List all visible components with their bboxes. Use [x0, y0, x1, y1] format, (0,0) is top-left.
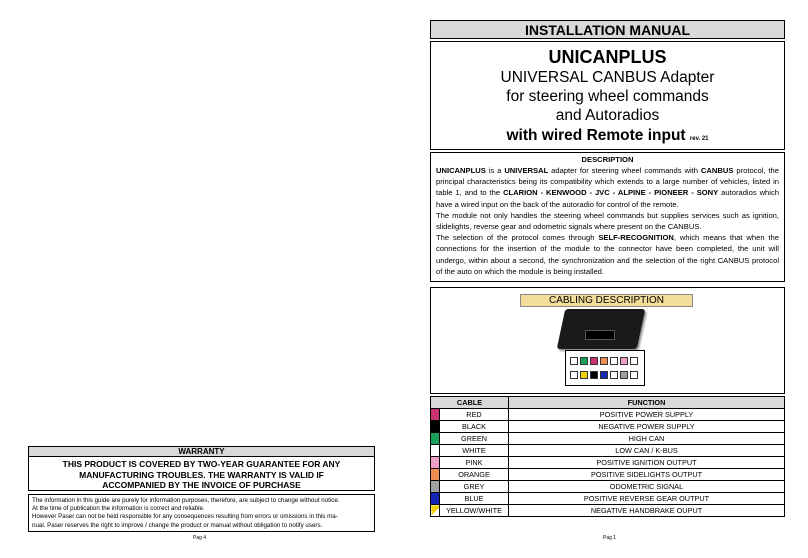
- table-row: [431, 493, 785, 505]
- text-run: is a: [485, 166, 505, 175]
- connector-pin: [580, 371, 588, 379]
- disclaimer-line: The information in this guide are purely for information purposes, therefore, are subject to change without notice.: [32, 497, 340, 504]
- cable-color-swatch: [431, 505, 440, 517]
- cable-color-swatch: [431, 421, 440, 433]
- cable-function: LOW CAN / K-BUS: [509, 445, 785, 457]
- cable-function: POSITIVE POWER SUPPLY: [509, 409, 785, 421]
- description-box: [430, 152, 785, 282]
- warranty-line: ACCOMPANIED BY THE INVOICE OF PURCHASE: [102, 480, 301, 490]
- cable-color-swatch: [431, 445, 440, 457]
- description-paragraph-3: [436, 232, 779, 277]
- page-number-left: Pag 4: [193, 535, 207, 541]
- remote-line: [431, 125, 784, 150]
- connector-pin: [620, 371, 628, 379]
- connector-pin: [610, 371, 618, 379]
- connector-pin: [610, 357, 618, 365]
- cable-name: RED: [440, 409, 509, 421]
- connector-face: [565, 350, 645, 386]
- cable-function: HIGH CAN: [509, 433, 785, 445]
- manual-header: INSTALLATION MANUAL: [430, 20, 785, 39]
- radio-brands: CLARION - KENWOOD - JVC - ALPINE - PIONEER - SONY: [503, 188, 719, 198]
- cable-table: [430, 396, 785, 517]
- table-row: [431, 481, 785, 493]
- cable-color-swatch: [431, 481, 440, 493]
- warranty-title: WARRANTY: [28, 446, 375, 457]
- warranty-line: MANUFACTURING TROUBLES. THE WARRANTY IS VALID IF: [79, 469, 324, 480]
- pin-row-bottom: [570, 371, 638, 379]
- connector-pin: [600, 371, 608, 379]
- warranty-text: [28, 457, 375, 491]
- connector-pin: [580, 357, 588, 365]
- subtitle-line: UNIVERSAL CANBUS Adapter: [500, 69, 715, 86]
- cable-color-swatch: [431, 433, 440, 445]
- text-bold: UNIVERSAL: [504, 166, 549, 175]
- text-run: autoradios which have a wired input on the back of the autoradio for control of the remote.: [436, 188, 779, 209]
- text-run: The selection of the protocol comes through: [436, 233, 599, 243]
- cable-name: YELLOW/WHITE: [440, 505, 509, 517]
- subtitle-line: for steering wheel commands: [506, 88, 709, 105]
- connector-pin: [630, 371, 638, 379]
- connector-pin: [570, 371, 578, 379]
- cabling-label: CABLING DESCRIPTION: [520, 294, 693, 307]
- cable-function: POSITIVE REVERSE GEAR OUTPUT: [509, 493, 785, 505]
- connector-slot: [585, 330, 615, 340]
- connector-body: [557, 309, 646, 349]
- cable-color-swatch: [431, 493, 440, 505]
- table-row: [431, 457, 785, 469]
- connector-pin: [630, 357, 638, 365]
- connector-pin: [590, 357, 598, 365]
- cable-function: POSITIVE IGNITION OUTPUT: [509, 457, 785, 469]
- cable-color-swatch: [431, 469, 440, 481]
- text-run: , which means that when the connections for the insertion of the module to the connector have been completed, the unit will undergo, within about a second, the synchronization and the selection of the right CANBUS protocol of the auto on which the module is being installed.: [436, 233, 779, 276]
- disclaimer-line: At the time of publication the information is correct and reliable.: [32, 505, 205, 513]
- cable-function: POSITIVE SIDELIGHTS OUTPUT: [509, 469, 785, 481]
- cable-name: WHITE: [440, 445, 509, 457]
- cable-name: GREEN: [440, 433, 509, 445]
- disclaimer-line: However Paser can not be held responsible for any consequences resulting from errors or omissions in this ma-: [32, 513, 338, 521]
- connector-pin: [600, 357, 608, 365]
- connector-pin: [590, 371, 598, 379]
- cable-name: BLACK: [440, 421, 509, 433]
- pin-row-top: [570, 357, 638, 365]
- subtitle-line: and Autoradios: [555, 107, 660, 124]
- disclaimer: [28, 494, 375, 532]
- table-row: [431, 445, 785, 457]
- connector-pin: [620, 357, 628, 365]
- function-column-header: FUNCTION: [509, 397, 785, 409]
- product-name: UNICANPLUS: [436, 166, 486, 175]
- cable-color-swatch: [431, 409, 440, 421]
- revision: rev. 21: [689, 136, 709, 142]
- cable-function: NEGATIVE HANDBRAKE OUPUT: [509, 505, 785, 517]
- cable-name: BLUE: [440, 493, 509, 505]
- cable-name: GREY: [440, 481, 509, 493]
- warranty-line: THIS PRODUCT IS COVERED BY TWO-YEAR GUARANTEE FOR ANY: [62, 459, 341, 469]
- table-row: [431, 421, 785, 433]
- cable-name: ORANGE: [440, 469, 509, 481]
- connector-pin: [570, 357, 578, 365]
- text-run: adapter for steering wheel commands with: [548, 166, 701, 175]
- cable-color-swatch: [431, 457, 440, 469]
- table-row: [431, 469, 785, 481]
- product-title: UNICANPLUS: [548, 47, 667, 67]
- text-run: protocol, the principal characteristics being its compatibility which extends to a large number of vehicles, listed in table 1, and to the: [436, 166, 779, 198]
- text-bold: CANBUS: [700, 166, 734, 175]
- title-box: [430, 41, 785, 150]
- text-bold: SELF-RECOGNITION: [598, 233, 674, 243]
- cable-function: ODOMETRIC SIGNAL: [509, 481, 785, 493]
- remote-text: with wired Remote input: [506, 127, 686, 144]
- cable-name: PINK: [440, 457, 509, 469]
- table-row: [431, 505, 785, 517]
- disclaimer-line: nual. Paser reserves the right to improve / change the product or manual without obligation to notify users.: [32, 521, 323, 529]
- table-row: [431, 409, 785, 421]
- page-number-right: Pag 1: [603, 535, 617, 541]
- description-heading: DESCRIPTION: [581, 155, 634, 164]
- cable-function: NEGATIVE POWER SUPPLY: [509, 421, 785, 433]
- description-paragraph-1: [436, 165, 779, 210]
- description-paragraph-2: The module not only handles the steering wheel commands but supplies services such as ignition, slidelights, reverse gear and odometric signals where present on the CANBUS.: [436, 210, 779, 232]
- table-row: [431, 433, 785, 445]
- cable-column-header: CABLE: [431, 397, 509, 409]
